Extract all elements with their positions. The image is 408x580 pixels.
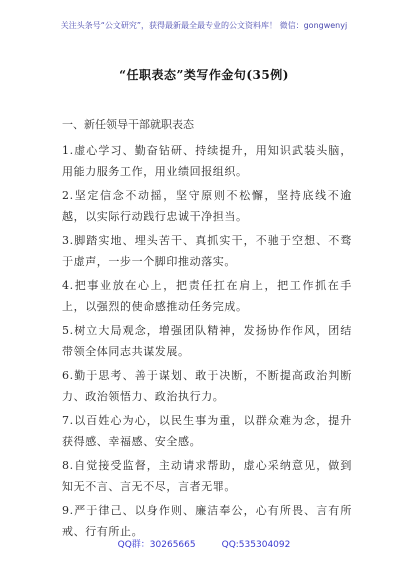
list-item: 3.脚踏实地、埋头苦干、真抓实干，不驰于空想、不骛于虚声，一步一个脚印推动落实。: [62, 234, 352, 268]
header-notice: 关注头条号“公文研究”，获得最新最全最专业的公文资料库！ 微信：gongwenyj: [60, 21, 348, 30]
list-item: 5.树立大局观念，增强团队精神，发扬协作作风，团结带领全体同志共谋发展。: [62, 324, 352, 358]
list-item: 9.严于律己、以身作则、廉洁奉公，心有所畏、言有所戒、行有所止。: [62, 504, 352, 538]
list-item: 8.自觉接受监督，主动请求帮助，虚心采纳意见，做到知无不言、言无不尽，言者无罪。: [62, 459, 352, 493]
section-heading: 一、新任领导干部就职表态: [62, 118, 194, 131]
list-item: 2.坚定信念不动摇，坚守原则不松懈，坚持底线不逾越，以实际行动践行忠诚干净担当。: [62, 189, 352, 223]
list-item: 6.勤于思考、善于谋划、敢于决断，不断提高政治判断力、政治领悟力、政治执行力。: [62, 369, 352, 403]
qq-group-label: QQ群：30265665: [117, 540, 196, 550]
list-item: 4.把事业放在心上，把责任扛在肩上，把工作抓在手上，以强烈的使命感推动任务完成。: [62, 279, 352, 313]
item-list: [62, 140, 352, 545]
list-item: 7.以百姓心为心，以民生事为重，以群众难为念，提升获得感、幸福感、安全感。: [62, 414, 352, 448]
list-item: 1.虚心学习、勤奋钻研、持续提升，用知识武装头脑，用能力服务工作，用业绩回报组织。: [62, 144, 352, 178]
qq-number-label: QQ:535304092: [221, 540, 291, 550]
footer-contact: [0, 537, 408, 550]
document-title: “任职表态”类写作金句(35例): [119, 68, 289, 82]
